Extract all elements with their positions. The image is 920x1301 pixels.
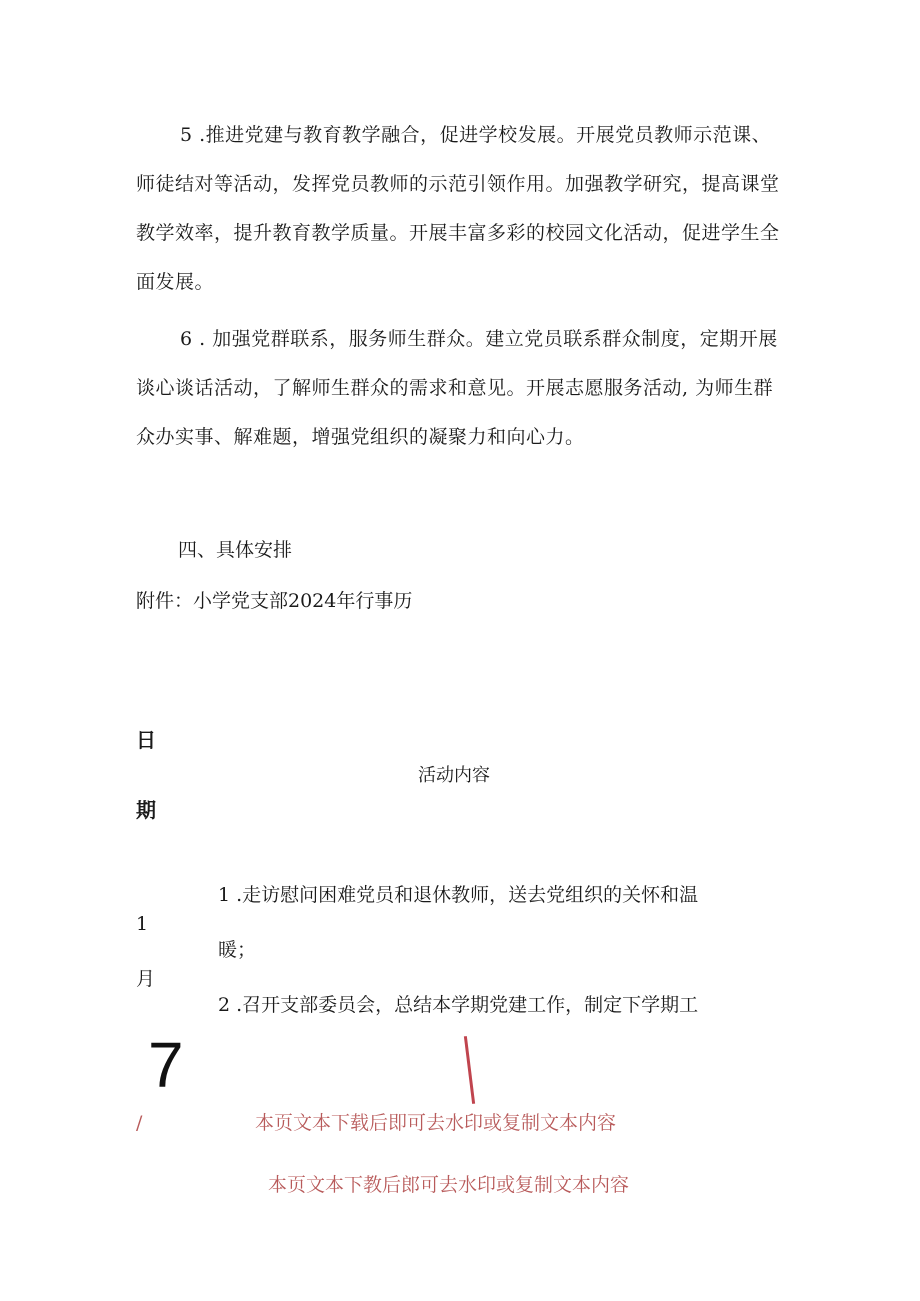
- table-item-1-line-2: 暖；: [218, 939, 257, 961]
- table-month-number: 1: [136, 913, 149, 935]
- table-month-char: 月: [136, 968, 156, 990]
- table-header-date-1: 日: [136, 728, 156, 752]
- large-digit-seven: 7: [148, 1029, 184, 1101]
- table-header-date-2: 期: [136, 798, 156, 822]
- paragraph-6: 6 . 加强党群联系，服务师生群众。建立党员联系群众制度，定期开展谈心谈话活动，了解师生群众的需求和意见。开展志愿服务活动, 为师生群众办实事、解难题，增强党组织的凝聚力和向心力。: [136, 328, 778, 448]
- paragraph-5: 5 .推进党建与教育教学融合，促进学校发展。开展党员教师示范课、师徒结对等活动，发挥党员教师的示范引领作用。加强教学研究，提高课堂教学效率，提升教育教学质量。开展丰富多彩的校园文化活动，促进学生全面发展。: [136, 124, 780, 293]
- red-slash-text: /: [136, 1112, 143, 1134]
- table-item-1-line-1: 1 .走访慰问困难党员和退休教师，送去党组织的关怀和温: [218, 884, 699, 906]
- red-slash-mark: [464, 1036, 475, 1104]
- watermark-text-1: 本页文本下载后即可去水印或复制文本内容: [255, 1112, 617, 1134]
- table-header-content: 活动内容: [418, 765, 490, 786]
- watermark-text-2: 本页文本下教后郎可去水印或复制文本内容: [268, 1174, 630, 1196]
- table-item-2-line-1: 2 .召开支部委员会，总结本学期党建工作，制定下学期工: [218, 994, 699, 1016]
- section-heading: 四、具体安排: [178, 539, 293, 561]
- attachment-line: 附件：小学党支部2024年行事历: [136, 590, 413, 612]
